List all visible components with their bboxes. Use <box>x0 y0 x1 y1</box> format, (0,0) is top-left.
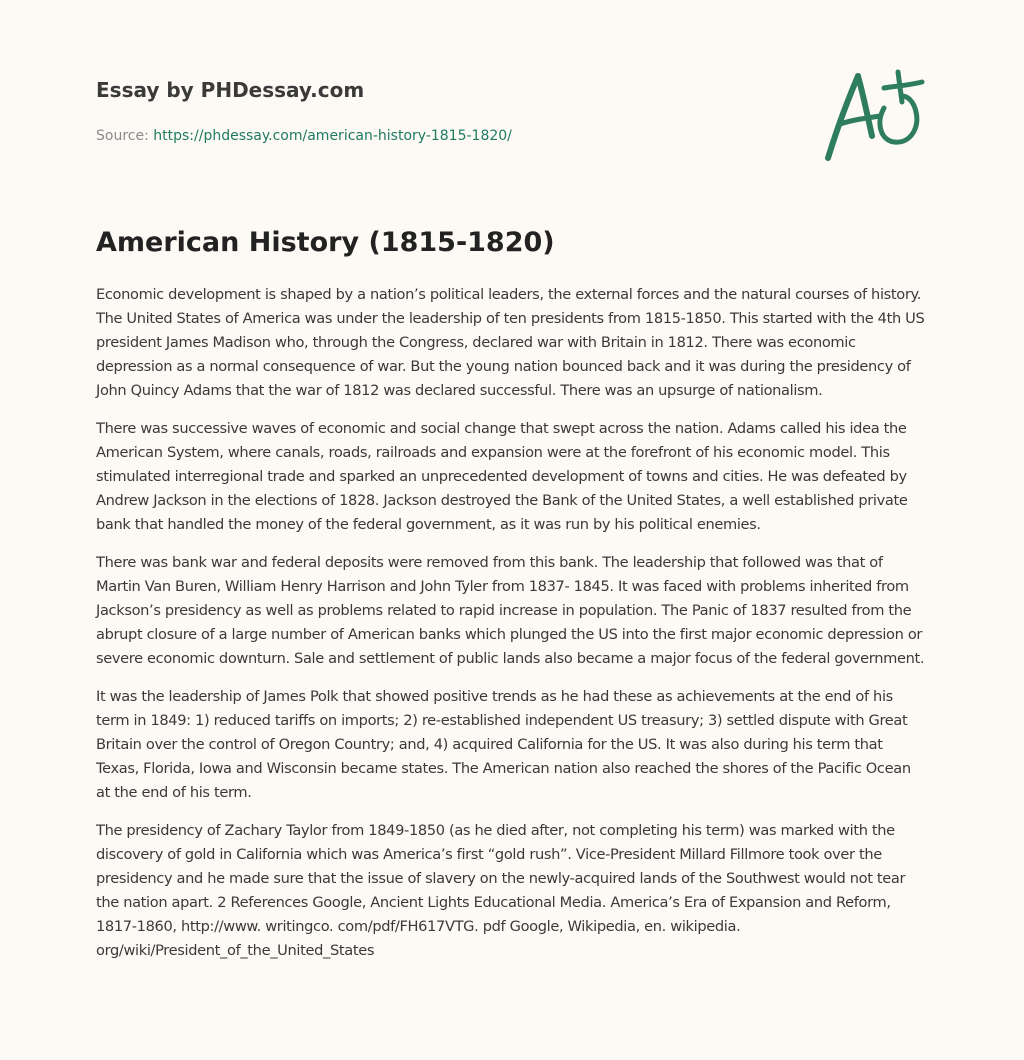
essay-content <box>96 225 928 977</box>
source-label: Source: <box>96 128 154 144</box>
essay-paragraph: The presidency of Zachary Taylor from 1849-1850 (as he died after, not completing his term) was marked with the discovery of gold in California which was America’s first “gold rush”. Vice-President Millard Fillmore took over the presidency and he made sure that the issue of slavery on the newly-acquired lands of the Southwest would not tear the nation apart. 2 References Google, Ancient Lights Educational Media. America’s Era of Expansion and Reform, 1817-1860, http://www. writingco. com/pdf/FH617VTG. pdf Google, Wikipedia, en. wikipedia. org/wiki/President_of_the_United_States <box>96 822 906 959</box>
essay-body <box>96 283 928 963</box>
site-title: Essay by PHDessay.com <box>96 78 365 102</box>
essay-paragraph: Economic development is shaped by a nation’s political leaders, the external forces and the natural courses of history. The United States of America was under the leadership of ten presidents from 1815-1850. This started with the 4th US president James Madison who, through the Congress, declared war with Britain in 1812. There was economic depression as a normal consequence of war. But the young nation bounced back and it was during the presidency of John Quincy Adams that the war of 1812 was declared successful. There was an upsurge of nationalism. <box>96 286 925 399</box>
source-link[interactable]: https://phdessay.com/american-history-1815-1820/ <box>153 128 512 144</box>
essay-paragraph: There was bank war and federal deposits were removed from this bank. The leadership that followed was that of Martin Van Buren, William Henry Harrison and John Tyler from 1837- 1845. It was faced with problems inherited from Jackson’s presidency as well as problems related to rapid increase in population. The Panic of 1837 resulted from the abrupt closure of a large number of American banks which plunged the US into the first major economic depression or severe economic downturn. Sale and settlement of public lands also became a major focus of the federal government. <box>96 554 925 667</box>
essay-paragraph: It was the leadership of James Polk that showed positive trends as he had these as achievements at the end of his term in 1849: 1) reduced tariffs on imports; 2) re-established independent US treasury; 3) settled dispute with Great Britain over the control of Oregon Country; and, 4) acquired California for the US. It was also during his term that Texas, Florida, Iowa and Wisconsin became states. The American nation also reached the shores of the Pacific Ocean at the end of his term. <box>96 688 911 801</box>
essay-paragraph: There was successive waves of economic and social change that swept across the nation. Adams called his idea the American System, where canals, roads, railroads and expansion were at the forefront of his economic model. This stimulated interregional trade and sparked an unprecedented development of towns and cities. He was defeated by Andrew Jackson in the elections of 1828. Jackson destroyed the Bank of the United States, a well established private bank that handled the money of the federal government, as it was run by his political enemies. <box>96 420 908 533</box>
page-title: American History (1815-1820) <box>96 227 555 258</box>
page-header <box>96 78 796 145</box>
a-plus-logo <box>818 62 928 166</box>
source-line <box>96 127 796 145</box>
